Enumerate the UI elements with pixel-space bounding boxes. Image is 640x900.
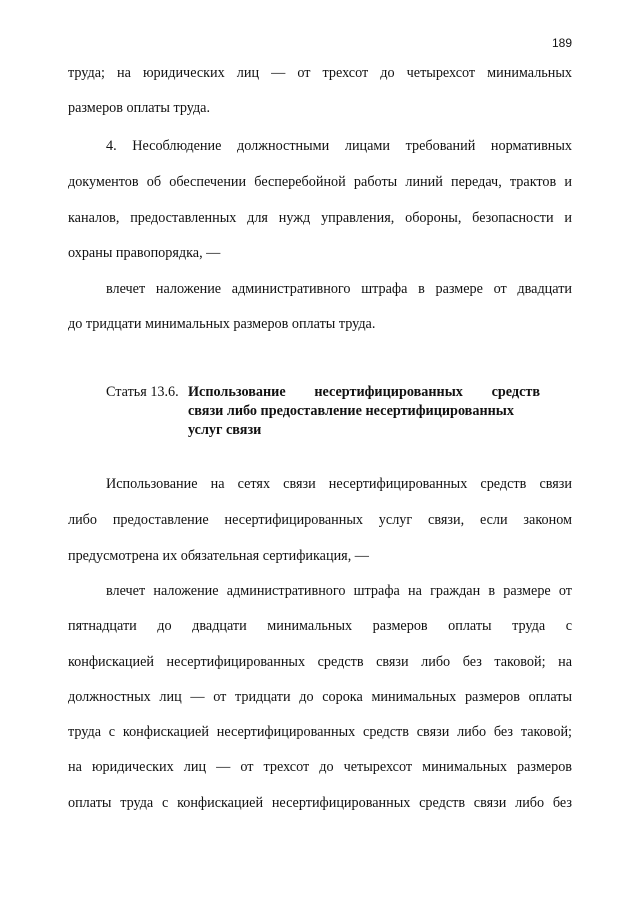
text-line: размеров оплаты труда.: [68, 100, 211, 116]
article-number: Статья 13.6.: [106, 384, 179, 400]
article-title-line: услуг связи: [188, 422, 262, 438]
text-line: пятнадцати до двадцати минимальных размеров оплаты труда с: [68, 618, 572, 634]
text-line: должностных лиц — от тридцати до сорока минимальных размеров оплаты: [68, 689, 572, 705]
text-line: предусмотрена их обязательная сертификация, —: [68, 548, 369, 564]
text-line: труда с конфискацией несертифицированных средств связи либо без таковой;: [68, 724, 572, 740]
article-title-line: Использование несертифицированных средств: [188, 384, 540, 400]
text-line: влечет наложение административного штрафа на граждан в размере от: [106, 583, 572, 599]
text-line: документов об обеспечении бесперебойной работы линий передач, трактов и: [68, 174, 572, 190]
article-title-line: связи либо предоставление несертифицированных: [188, 403, 514, 419]
text-line: до тридцати минимальных размеров оплаты труда.: [68, 316, 376, 332]
text-line: оплаты труда с конфискацией несертифицированных средств связи либо без: [68, 795, 572, 811]
text-line: 4. Несоблюдение должностными лицами требований нормативных: [106, 138, 572, 154]
text-line: конфискацией несертифицированных средств связи либо без таковой; на: [68, 654, 572, 670]
text-line: Использование на сетях связи несертифицированных средств связи: [106, 476, 572, 492]
text-line: либо предоставление несертифицированных услуг связи, если законом: [68, 512, 572, 528]
text-line: охраны правопорядка, —: [68, 245, 221, 261]
text-line: влечет наложение административного штрафа в размере от двадцати: [106, 281, 572, 297]
text-line: труда; на юридических лиц — от трехсот до четырехсот минимальных: [68, 65, 572, 81]
text-line: на юридических лиц — от трехсот до четырехсот минимальных размеров: [68, 759, 572, 775]
page-number: 189: [551, 36, 572, 50]
text-line: каналов, предоставленных для нужд управления, обороны, безопасности и: [68, 210, 572, 226]
